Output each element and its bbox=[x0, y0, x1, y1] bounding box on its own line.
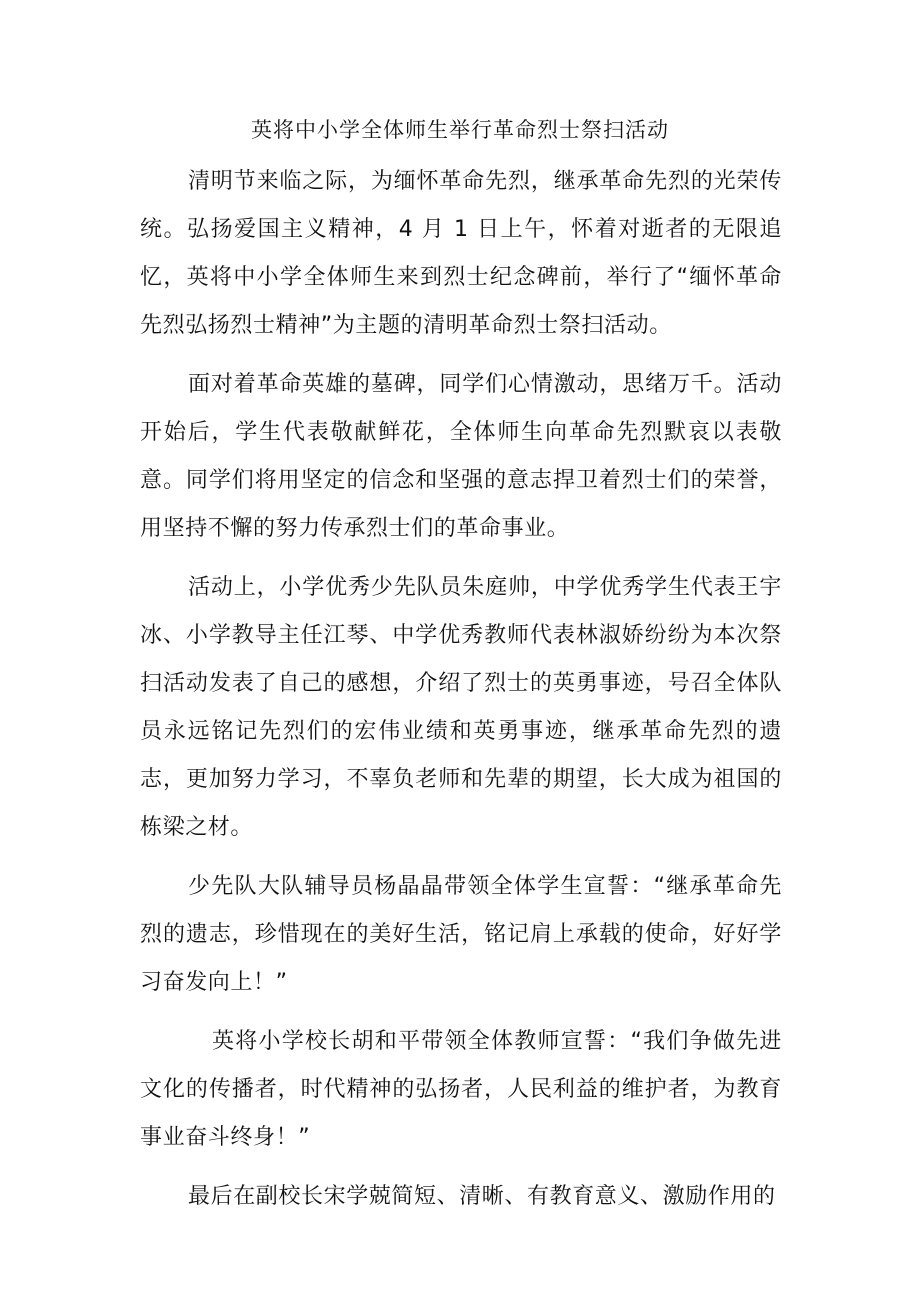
paragraph-teacher-oath: 英将小学校长胡和平带领全体教师宣誓：“我们争做先进文化的传播者，时代精神的弘扬者，人民利益的维护者，为教育事业奋斗终身！” bbox=[140, 1029, 782, 1150]
document-title: 英将中小学全体师生举行革命烈士祭扫活动 bbox=[251, 118, 669, 142]
document-body bbox=[140, 158, 782, 1232]
paragraph-intro: 清明节来临之际，为缅怀革命先烈，继承革命先烈的光荣传统。弘扬爱国主义精神，4 月 1 日上午，怀着对逝者的无限追忆，英将中小学全体师生来到烈士纪念碑前，举行了“缅怀革命先烈弘扬烈士精神”为主题的清明革命烈士祭扫活动。 bbox=[140, 169, 782, 338]
paragraph-student-oath: 少先队大队辅导员杨晶晶带领全体学生宣誓：“继承革命先烈的遗志，珍惜现在的美好生活，铭记肩上承载的使命，好好学习奋发向上！” bbox=[140, 874, 782, 995]
paragraph-ceremony: 面对着革命英雄的墓碑，同学们心情激动，思绪万千。活动开始后，学生代表敬献鲜花，全体师生向革命先烈默哀以表敬意。同学们将用坚定的信念和坚强的意志捍卫着烈士们的荣誉，用坚持不懈的努力传承烈士们的革命事业。 bbox=[140, 372, 782, 541]
paragraph-speeches: 活动上，小学优秀少先队员朱庭帅，中学优秀学生代表王宇冰、小学教导主任江琴、中学优秀教师代表林淑娇纷纷为本次祭扫活动发表了自己的感想，介绍了烈士的英勇事迹，号召全体队员永远铭记先烈们的宏伟业绩和英勇事迹，继承革命先烈的遗志，更加努力学习，不辜负老师和先辈的期望，长大成为祖国的栋梁之材。 bbox=[140, 575, 782, 840]
paragraph-closing: 最后在副校长宋学兢简短、清晰、有教育意义、激励作用的 bbox=[188, 1184, 776, 1209]
